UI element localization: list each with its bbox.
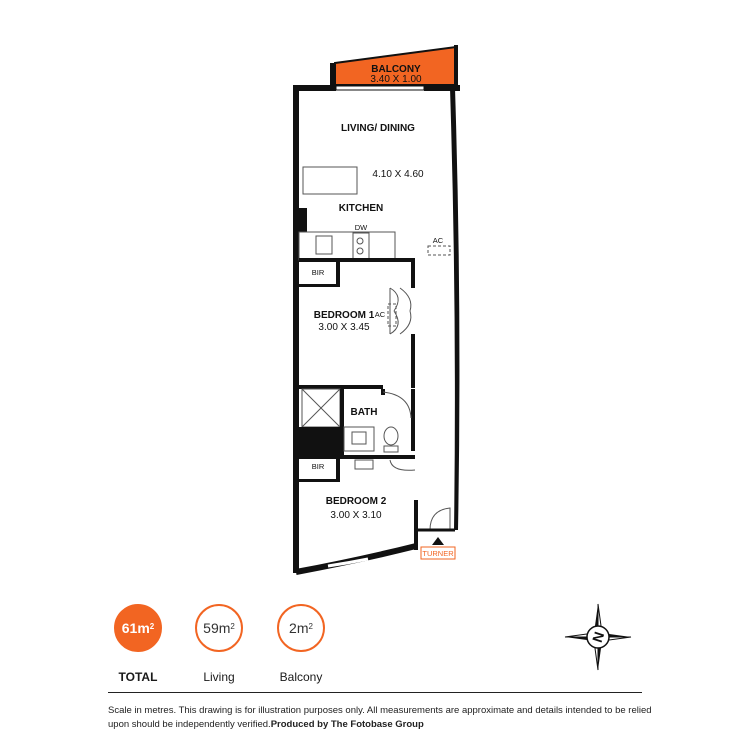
total-area-value: 61m [121,620,150,636]
balcony-label: BALCONY [371,64,421,75]
balcony-area-value: 2m [289,620,309,636]
living-area-badge [195,604,243,652]
dw-label: DW [354,223,368,232]
ac-unit-bedroom1 [388,304,396,326]
footer-divider [108,692,642,693]
living-label: LIVING/ DINING [341,123,415,134]
balcony-area-label: Balcony [279,670,323,684]
bir1-doors [390,288,411,334]
disclaimer [108,704,668,732]
bedroom1-label: BEDROOM 1 [313,310,375,321]
bedroom2-label: BEDROOM 2 [325,496,387,507]
produced-by: Produced by The Fotobase Group [270,719,424,730]
ac-unit-living [428,246,450,255]
entry-tag-label: TURNER [422,549,454,558]
entry-door [418,508,455,545]
ac-living-label: AC [432,236,444,245]
living-area-value: 59m [203,620,231,636]
bir2-label: BIR [311,462,325,471]
balcony-area-unit-sup: 2 [308,621,313,631]
disclaimer-text: Scale in metres. This drawing is for illustration purposes only. All measurements are approximate and details intended to be relied upon should be independently verified. [108,705,652,730]
total-area-badge [114,604,162,652]
bedroom2-dims: 3.00 X 3.10 [330,510,382,521]
ac-bedroom-label: AC [374,310,386,319]
total-area-unit-sup: 2 [149,621,155,631]
bath-label: BATH [350,407,378,418]
compass-icon [563,602,633,672]
bir1-label: BIR [311,268,325,277]
living-dims: 4.10 X 4.60 [372,169,424,180]
compass-north-label: N [588,629,608,645]
kitchen-label: KITCHEN [338,203,384,214]
living-area-label: Living [203,670,235,684]
total-area-label: TOTAL [118,670,158,684]
living-area-unit-sup: 2 [230,621,235,631]
balcony-dims: 3.40 X 1.00 [370,74,422,85]
bathroom-area [299,389,415,459]
balcony-area-badge [277,604,325,652]
bedroom1-dims: 3.00 X 3.45 [318,322,370,333]
